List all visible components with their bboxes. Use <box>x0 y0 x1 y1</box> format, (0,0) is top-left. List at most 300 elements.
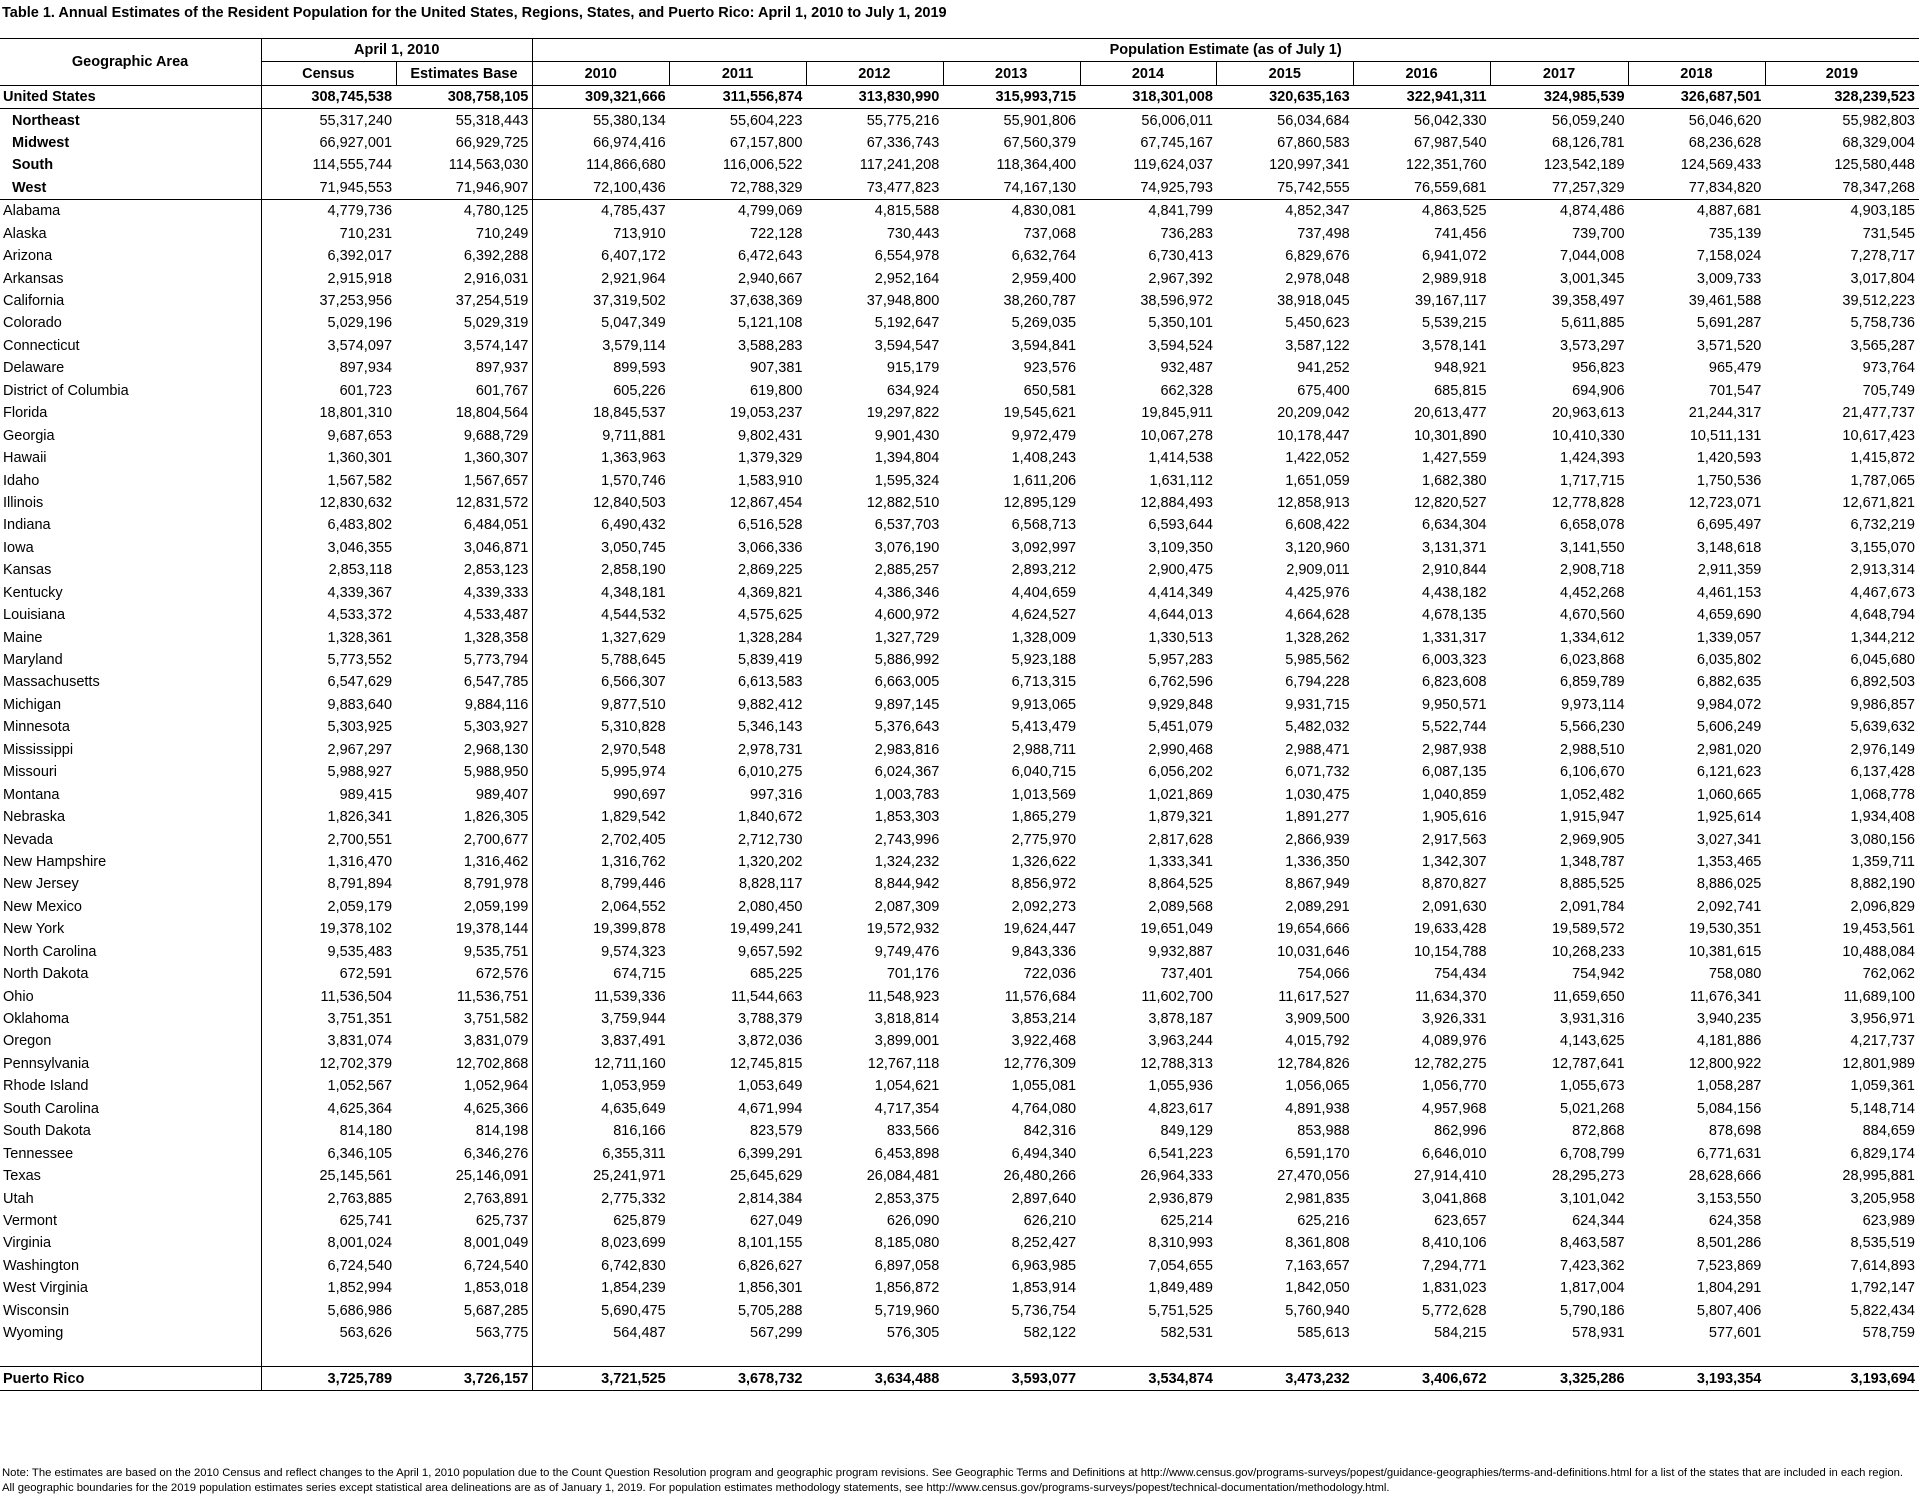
table-cell: 1,336,350 <box>1285 853 1350 870</box>
table-cell: 4,339,367 <box>262 582 396 604</box>
table-cell: 3,940,235 <box>1696 1011 1762 1028</box>
table-cell: 2,763,891 <box>463 1190 529 1207</box>
table-cell: 21,244,317 <box>1688 405 1762 422</box>
table-cell: 320,635,163 <box>1217 85 1354 108</box>
table-cell: 77,834,820 <box>1629 177 1766 200</box>
table-cell: 6,537,703 <box>874 517 940 534</box>
table-cell: 5,988,950 <box>463 764 529 781</box>
table-cell: 3,922,468 <box>1011 1033 1077 1050</box>
table-row <box>0 1255 1919 1277</box>
table-cell: 6,399,291 <box>737 1145 803 1162</box>
table-cell: 989,415 <box>262 783 396 805</box>
table-cell: 3,009,733 <box>1696 270 1762 287</box>
table-cell: 4,404,659 <box>1011 584 1077 601</box>
table-cell: 19,378,144 <box>455 921 529 938</box>
table-cell: 67,745,167 <box>1140 134 1213 151</box>
table-cell: 4,799,069 <box>737 203 803 220</box>
table-cell: 5,705,288 <box>737 1302 803 1319</box>
table-cell: 2,702,405 <box>533 828 670 850</box>
table-cell: 5,686,986 <box>262 1300 396 1322</box>
table-cell: 5,606,249 <box>1696 719 1762 736</box>
table-row <box>0 604 1919 626</box>
table-cell: 6,547,629 <box>262 671 396 693</box>
table-cell: 5,790,186 <box>1560 1302 1625 1319</box>
table-cell: 11,548,923 <box>867 988 940 1005</box>
table-cell: 56,006,011 <box>1141 112 1213 129</box>
table-cell: 39,461,588 <box>1688 293 1762 310</box>
table-cell: 37,638,369 <box>729 293 803 310</box>
table-cell: 4,438,182 <box>1422 584 1487 601</box>
table-cell: 2,967,297 <box>262 739 396 761</box>
table-cell: 6,484,051 <box>463 517 529 534</box>
table-cell: 730,443 <box>886 225 940 242</box>
table-cell: 6,392,017 <box>262 245 396 267</box>
table-cell: 4,533,487 <box>463 607 529 624</box>
table-cell: 2,915,918 <box>262 267 396 289</box>
table-cell: 1,682,380 <box>1422 472 1487 489</box>
row-label: North Carolina <box>3 943 97 960</box>
table-cell: 4,764,080 <box>1011 1100 1077 1117</box>
table-cell: 8,023,699 <box>533 1232 670 1254</box>
table-cell: 1,792,147 <box>1850 1280 1915 1297</box>
table-cell: 814,198 <box>475 1123 529 1140</box>
table-cell: 19,053,237 <box>729 405 803 422</box>
row-label: Kentucky <box>3 584 63 601</box>
table-cell: 28,295,273 <box>1551 1168 1625 1185</box>
table-cell: 722,036 <box>1023 966 1077 983</box>
table-row <box>0 245 1919 267</box>
table-cell: 8,799,446 <box>533 873 670 895</box>
table-cell: 38,260,787 <box>1003 293 1077 310</box>
table-cell: 4,815,588 <box>874 203 940 220</box>
table-row <box>0 1322 1919 1344</box>
table-cell: 3,579,114 <box>533 335 670 357</box>
table-cell: 56,046,620 <box>1688 112 1762 129</box>
table-row <box>0 380 1919 402</box>
table-cell: 114,563,030 <box>448 157 529 174</box>
table-cell: 973,764 <box>1862 360 1915 377</box>
table-cell: 4,780,125 <box>463 203 529 220</box>
table-cell: 4,181,886 <box>1696 1033 1762 1050</box>
table-cell: 3,788,379 <box>737 1011 803 1028</box>
table-cell: 10,488,084 <box>1842 943 1915 960</box>
table-cell: 19,545,621 <box>1003 405 1077 422</box>
table-cell: 3,574,147 <box>463 337 529 354</box>
table-cell: 9,973,114 <box>1561 696 1625 713</box>
table-cell: 1,328,361 <box>262 626 396 648</box>
table-cell: 2,743,996 <box>874 831 940 848</box>
table-cell: 116,006,522 <box>722 157 803 174</box>
table-cell: 3,041,868 <box>1422 1190 1487 1207</box>
table-cell: 55,317,240 <box>262 109 396 132</box>
table-cell: 8,882,190 <box>1850 876 1915 893</box>
table-cell: 737,498 <box>1297 225 1350 242</box>
table-cell: 1,934,408 <box>1850 809 1915 826</box>
table-cell: 19,651,049 <box>1140 921 1213 938</box>
table-cell: 74,925,793 <box>1080 177 1217 200</box>
table-row <box>0 1187 1919 1209</box>
table-cell: 4,903,185 <box>1850 203 1915 220</box>
table-cell: 26,480,266 <box>1003 1168 1077 1185</box>
row-label: Montana <box>3 786 60 803</box>
row-label: Wyoming <box>3 1325 64 1342</box>
table-cell: 18,801,310 <box>262 402 396 424</box>
table-cell: 3,909,500 <box>1285 1011 1350 1028</box>
table-cell: 1,058,287 <box>1696 1078 1762 1095</box>
table-cell: 6,071,732 <box>1285 764 1350 781</box>
table-cell: 2,969,905 <box>1560 831 1625 848</box>
table-cell: 1,853,018 <box>463 1280 529 1297</box>
table-cell: 563,626 <box>262 1322 396 1344</box>
table-cell: 28,628,666 <box>1688 1168 1762 1185</box>
table-cell: 4,671,994 <box>737 1100 803 1117</box>
row-label: Indiana <box>3 517 51 534</box>
table-cell: 56,034,684 <box>1277 112 1350 129</box>
table-cell: 9,843,336 <box>1011 943 1077 960</box>
table-row <box>0 1277 1919 1299</box>
table-cell: 5,923,188 <box>1011 652 1077 669</box>
row-label: Kansas <box>3 562 52 579</box>
table-cell: 2,989,918 <box>1422 270 1487 287</box>
table-cell: 11,659,650 <box>1553 988 1625 1005</box>
table-cell: 3,473,232 <box>1217 1367 1354 1390</box>
table-row <box>0 267 1919 289</box>
table-cell: 1,787,065 <box>1850 472 1915 489</box>
table-cell: 25,241,971 <box>533 1165 670 1187</box>
table-cell: 1,316,470 <box>262 851 396 873</box>
table-cell: 11,576,684 <box>1004 988 1077 1005</box>
table-cell: 4,852,347 <box>1285 203 1350 220</box>
table-cell: 5,839,419 <box>737 652 803 669</box>
table-cell: 6,646,010 <box>1422 1145 1487 1162</box>
table-cell: 4,830,081 <box>1011 203 1077 220</box>
table-cell: 5,269,035 <box>1011 315 1077 332</box>
table-cell: 3,594,524 <box>1148 337 1213 354</box>
table-cell: 625,214 <box>1160 1212 1213 1229</box>
table-cell: 4,717,354 <box>874 1100 940 1117</box>
table-cell: 624,358 <box>1708 1212 1762 1229</box>
column-header: 2015 <box>1217 62 1354 85</box>
table-cell: 6,355,311 <box>533 1142 670 1164</box>
table-cell: 6,826,627 <box>737 1257 803 1274</box>
table-cell: 2,981,835 <box>1285 1190 1350 1207</box>
table-cell: 26,084,481 <box>866 1168 940 1185</box>
table-cell: 4,678,135 <box>1422 607 1487 624</box>
row-label: Delaware <box>3 360 65 377</box>
table-cell: 3,726,157 <box>396 1367 533 1390</box>
row-label: Idaho <box>3 472 40 489</box>
row-label: Hawaii <box>3 450 47 467</box>
table-cell: 12,711,160 <box>533 1053 670 1075</box>
table-cell: 9,913,065 <box>1011 696 1077 713</box>
table-cell: 3,131,371 <box>1422 539 1487 556</box>
table-cell: 6,003,323 <box>1422 652 1487 669</box>
table-cell: 313,830,990 <box>806 85 943 108</box>
row-label: Washington <box>3 1257 80 1274</box>
table-cell: 8,791,978 <box>463 876 529 893</box>
table-cell: 7,614,893 <box>1850 1257 1915 1274</box>
table-cell: 6,346,276 <box>463 1145 529 1162</box>
spacer-row <box>0 1344 1919 1367</box>
table-cell: 2,763,885 <box>262 1187 396 1209</box>
table-cell: 12,782,275 <box>1413 1055 1487 1072</box>
table-cell: 2,092,741 <box>1696 898 1762 915</box>
table-cell: 1,915,947 <box>1560 809 1625 826</box>
table-cell: 2,988,711 <box>1012 741 1077 758</box>
table-cell: 3,926,331 <box>1422 1011 1487 1028</box>
table-row <box>0 851 1919 873</box>
table-cell: 20,613,477 <box>1413 405 1487 422</box>
table-cell: 5,691,287 <box>1696 315 1762 332</box>
table-cell: 3,076,190 <box>874 539 940 556</box>
table-row <box>0 447 1919 469</box>
table-cell: 9,574,323 <box>533 941 670 963</box>
table-cell: 7,044,008 <box>1560 248 1625 265</box>
table-cell: 12,767,118 <box>867 1055 940 1072</box>
row-label: Florida <box>3 405 48 422</box>
table-cell: 37,254,519 <box>455 293 529 310</box>
table-cell: 25,145,561 <box>262 1165 396 1187</box>
table-cell: 6,541,223 <box>1148 1145 1213 1162</box>
row-label: California <box>3 293 65 310</box>
table-row <box>0 1008 1919 1030</box>
table-cell: 4,386,346 <box>874 584 940 601</box>
table-cell: 1,331,317 <box>1422 629 1487 646</box>
table-row <box>0 537 1919 559</box>
table-cell: 74,167,130 <box>943 177 1080 200</box>
table-row <box>0 357 1919 379</box>
table-row <box>0 1030 1919 1052</box>
table-cell: 9,897,145 <box>874 696 940 713</box>
table-cell: 12,882,510 <box>866 494 940 511</box>
table-cell: 1,865,279 <box>1011 809 1077 826</box>
table-cell: 122,351,760 <box>1405 157 1487 174</box>
table-cell: 6,892,503 <box>1850 674 1915 691</box>
table-cell: 9,535,483 <box>262 941 396 963</box>
table-cell: 9,749,476 <box>874 943 940 960</box>
table-cell: 3,578,141 <box>1422 337 1487 354</box>
table-cell: 4,089,976 <box>1422 1033 1487 1050</box>
table-cell: 722,128 <box>750 225 803 242</box>
table-cell: 6,613,583 <box>737 674 803 691</box>
table-cell: 6,829,174 <box>1850 1145 1915 1162</box>
table-cell: 3,837,491 <box>533 1030 670 1052</box>
table-cell: 2,775,970 <box>1011 831 1077 848</box>
row-label: Georgia <box>3 427 55 444</box>
table-cell: 3,899,001 <box>874 1033 940 1050</box>
table-cell: 72,100,436 <box>533 177 670 200</box>
table-cell: 114,866,680 <box>533 154 670 176</box>
table-cell: 10,410,330 <box>1551 427 1625 444</box>
table-cell: 6,829,676 <box>1285 248 1350 265</box>
table-cell: 956,823 <box>1572 360 1625 377</box>
table-cell: 5,451,079 <box>1148 719 1213 736</box>
table-cell: 8,463,587 <box>1560 1235 1625 1252</box>
table-cell: 5,886,992 <box>874 652 940 669</box>
table-cell: 6,035,802 <box>1696 652 1762 669</box>
row-label: Wisconsin <box>3 1302 70 1319</box>
table-cell: 4,348,181 <box>533 582 670 604</box>
table-cell: 18,845,537 <box>533 402 670 424</box>
table-cell: 625,741 <box>262 1210 396 1232</box>
table-cell: 2,952,164 <box>874 270 940 287</box>
column-header: 2016 <box>1354 62 1491 85</box>
table-cell: 38,596,972 <box>1140 293 1213 310</box>
table-cell: 4,635,649 <box>533 1098 670 1120</box>
table-cell: 6,823,608 <box>1422 674 1487 691</box>
table-cell: 66,974,416 <box>533 132 670 154</box>
table-cell: 3,193,354 <box>1629 1367 1766 1390</box>
header-geographic-area: Geographic Area <box>0 39 262 86</box>
table-cell: 884,659 <box>1862 1123 1915 1140</box>
table-cell: 1,379,329 <box>737 450 803 467</box>
table-cell: 6,494,340 <box>1011 1145 1077 1162</box>
row-label: New Jersey <box>3 876 79 893</box>
table-cell: 4,779,736 <box>262 200 396 223</box>
table-cell: 6,056,202 <box>1148 764 1213 781</box>
table-cell: 2,064,552 <box>533 896 670 918</box>
table-cell: 5,346,143 <box>737 719 803 736</box>
table-cell: 1,414,538 <box>1148 450 1213 467</box>
table-cell: 1,363,963 <box>533 447 670 469</box>
table-cell: 6,568,713 <box>1011 517 1077 534</box>
table-cell: 2,853,375 <box>874 1190 940 1207</box>
row-label: Oklahoma <box>3 1011 70 1028</box>
table-cell: 8,185,080 <box>874 1235 940 1252</box>
table-cell: 5,751,525 <box>1148 1302 1213 1319</box>
table-cell: 6,897,058 <box>874 1257 940 1274</box>
table-cell: 1,055,081 <box>1011 1078 1077 1095</box>
table-cell: 4,015,792 <box>1285 1033 1350 1050</box>
table-cell: 6,024,367 <box>874 764 940 781</box>
table-cell: 6,040,715 <box>1011 764 1077 781</box>
table-cell: 12,702,868 <box>455 1055 529 1072</box>
table-cell: 4,659,690 <box>1696 607 1762 624</box>
table-cell: 25,645,629 <box>729 1168 803 1185</box>
table-cell: 20,963,613 <box>1551 405 1625 422</box>
table-cell: 3,046,355 <box>262 537 396 559</box>
table-cell: 685,815 <box>1434 382 1487 399</box>
table-cell: 5,758,736 <box>1850 315 1915 332</box>
table-cell: 758,080 <box>1708 966 1762 983</box>
table-cell: 5,482,032 <box>1285 719 1350 736</box>
table-cell: 28,995,881 <box>1842 1168 1915 1185</box>
table-row <box>0 896 1919 918</box>
table-cell: 77,257,329 <box>1491 177 1629 200</box>
table-cell: 5,029,196 <box>262 312 396 334</box>
table-cell: 67,157,800 <box>729 134 803 151</box>
table-cell: 710,249 <box>475 225 529 242</box>
column-header: 2013 <box>943 62 1080 85</box>
table-cell: 3,594,547 <box>874 337 940 354</box>
table-cell: 5,988,927 <box>262 761 396 783</box>
table-cell: 2,910,844 <box>1422 562 1487 579</box>
table-cell: 2,059,179 <box>262 896 396 918</box>
table-cell: 941,252 <box>1297 360 1350 377</box>
table-cell: 3,831,079 <box>463 1033 529 1050</box>
table-cell: 2,959,400 <box>1011 270 1077 287</box>
table-cell: 4,644,013 <box>1148 607 1213 624</box>
table-row <box>0 1210 1919 1232</box>
table-cell: 3,406,672 <box>1354 1367 1491 1390</box>
table-cell: 1,060,665 <box>1696 786 1762 803</box>
table-cell: 6,724,540 <box>262 1255 396 1277</box>
table-cell: 1,804,291 <box>1696 1280 1762 1297</box>
table-cell: 38,918,045 <box>1277 293 1350 310</box>
table-cell: 6,023,868 <box>1560 652 1625 669</box>
table-cell: 3,148,618 <box>1696 539 1762 556</box>
table-cell: 1,344,212 <box>1850 629 1915 646</box>
table-cell: 6,490,432 <box>533 514 670 536</box>
table-cell: 118,364,400 <box>996 157 1077 174</box>
table-cell: 4,957,968 <box>1422 1100 1487 1117</box>
table-cell: 564,487 <box>533 1322 670 1344</box>
table-cell: 6,732,219 <box>1850 517 1915 534</box>
table-cell: 10,301,890 <box>1413 427 1487 444</box>
table-cell: 37,948,800 <box>866 293 940 310</box>
table-cell: 5,760,940 <box>1285 1302 1350 1319</box>
table-cell: 1,583,910 <box>737 472 803 489</box>
table-cell: 965,479 <box>1708 360 1762 377</box>
table-cell: 5,522,744 <box>1422 719 1487 736</box>
table-cell: 3,153,550 <box>1696 1190 1762 1207</box>
row-label: Puerto Rico <box>0 1367 262 1390</box>
table-cell: 601,767 <box>475 382 529 399</box>
table-cell: 328,239,523 <box>1765 85 1919 108</box>
table-cell: 2,911,359 <box>1697 562 1762 579</box>
table-cell: 4,625,366 <box>463 1100 529 1117</box>
table-cell: 6,106,670 <box>1560 764 1625 781</box>
table-cell: 1,021,869 <box>1148 786 1213 803</box>
table-cell: 3,001,345 <box>1560 270 1625 287</box>
table-cell: 4,600,972 <box>874 607 940 624</box>
table-cell: 11,536,751 <box>456 988 529 1005</box>
table-cell: 1,879,321 <box>1148 809 1213 826</box>
table-cell: 1,068,778 <box>1850 786 1915 803</box>
row-label: Arkansas <box>3 270 64 287</box>
table-cell: 19,633,428 <box>1413 921 1487 938</box>
table-row <box>0 1098 1919 1120</box>
table-cell: 623,657 <box>1434 1212 1487 1229</box>
table-cell: 6,713,315 <box>1011 674 1077 691</box>
table-cell: 7,054,655 <box>1148 1257 1213 1274</box>
table-cell: 5,303,927 <box>463 719 529 736</box>
table-cell: 6,963,985 <box>1011 1257 1077 1274</box>
table-cell: 9,901,430 <box>874 427 940 444</box>
table-row <box>0 941 1919 963</box>
table-cell: 4,664,628 <box>1285 607 1350 624</box>
row-label: Colorado <box>3 315 62 332</box>
table-cell: 1,053,959 <box>533 1075 670 1097</box>
table-cell: 27,470,056 <box>1277 1168 1350 1185</box>
table-cell: 6,708,799 <box>1560 1145 1625 1162</box>
table-cell: 2,700,677 <box>463 831 529 848</box>
table-cell: 3,017,804 <box>1850 270 1915 287</box>
table-cell: 878,698 <box>1708 1123 1762 1140</box>
table-cell: 3,853,214 <box>1011 1011 1077 1028</box>
table-cell: 9,986,857 <box>1850 696 1915 713</box>
table-cell: 6,346,105 <box>262 1142 396 1164</box>
table-cell: 5,639,632 <box>1850 719 1915 736</box>
table-cell: 8,791,894 <box>262 873 396 895</box>
table-cell: 21,477,737 <box>1842 405 1915 422</box>
table-cell: 12,830,632 <box>262 492 396 514</box>
table-row <box>0 559 1919 581</box>
table-cell: 576,305 <box>886 1325 940 1342</box>
table-cell: 8,001,049 <box>463 1235 529 1252</box>
table-cell: 67,987,540 <box>1413 134 1487 151</box>
table-cell: 4,891,938 <box>1285 1100 1350 1117</box>
